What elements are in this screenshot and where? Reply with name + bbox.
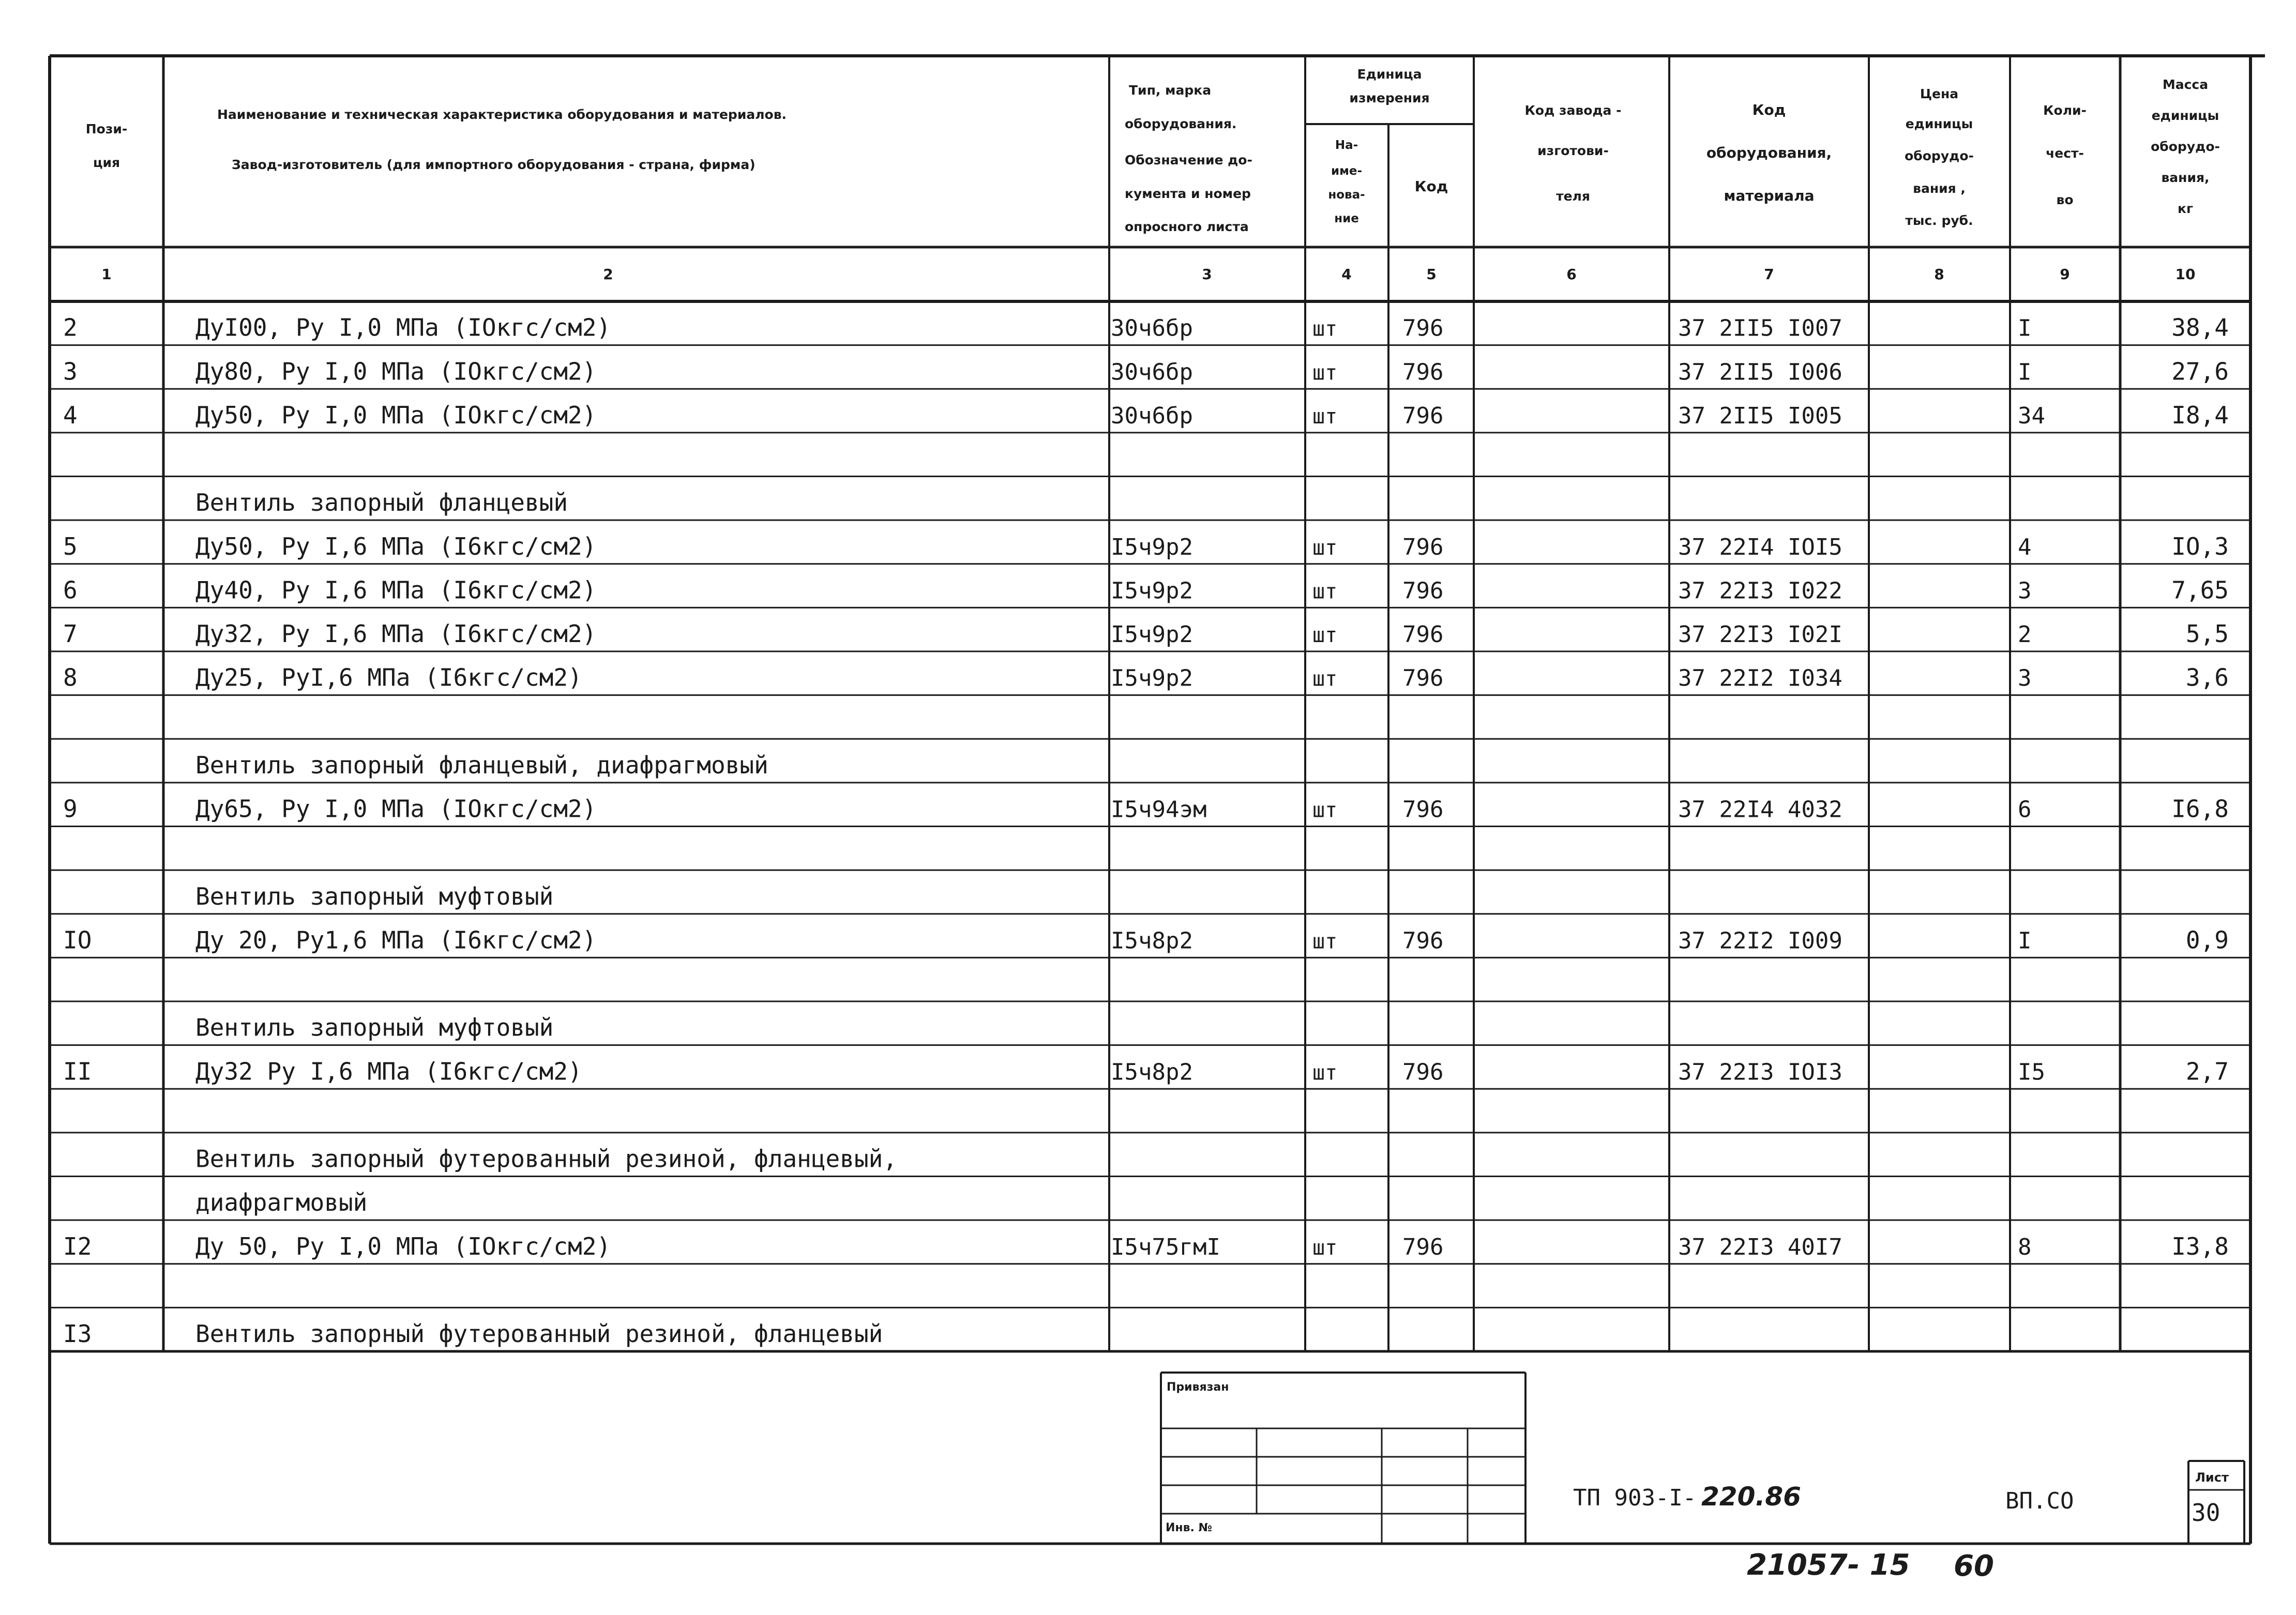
cell-position: I3 xyxy=(63,1320,92,1348)
stamp-inventory-label: Инв. № xyxy=(1166,1521,1213,1534)
cell-unit-code: 796 xyxy=(1402,577,1444,604)
column-number: 3 xyxy=(1202,266,1212,283)
archive-sheet-handwritten: 60 xyxy=(1954,1549,1994,1583)
document-code-handwritten: 220.86 xyxy=(1701,1482,1801,1512)
header-factory-code: изготови- xyxy=(1537,143,1609,158)
cell-mass: 0,9 xyxy=(2185,926,2229,954)
header-type: оборудования. xyxy=(1125,116,1237,131)
header-unit-group: измерения xyxy=(1349,90,1430,105)
cell-quantity: 3 xyxy=(2018,665,2032,692)
header-type: кумента и номер xyxy=(1125,186,1251,201)
cell-quantity: I5 xyxy=(2018,1059,2045,1086)
cell-name: Ду32 Ру I,6 МПа (I6кгс/см2) xyxy=(195,1057,582,1086)
cell-unit-code: 796 xyxy=(1402,927,1444,954)
cell-unit: шт xyxy=(1312,623,1338,647)
header-mass: оборудо- xyxy=(2151,139,2220,154)
cell-quantity: 3 xyxy=(2018,577,2032,604)
cell-mass: 5,5 xyxy=(2185,620,2229,648)
cell-unit: шт xyxy=(1312,361,1338,385)
cell-name: Вентиль запорный фланцевый, диафрагмовый xyxy=(195,751,768,779)
header-manufacturer: Завод-изготовитель (для импортного оборудования - страна, фирма) xyxy=(232,157,756,172)
cell-position: IO xyxy=(63,926,92,954)
column-number: 8 xyxy=(1934,266,1944,283)
document-code: ТП 903-I- xyxy=(1573,1485,1697,1511)
cell-unit: шт xyxy=(1312,580,1338,604)
cell-quantity: 4 xyxy=(2018,534,2032,560)
cell-position: 7 xyxy=(63,620,78,648)
cell-position: 3 xyxy=(63,357,78,386)
cell-name: Ду32, Ру I,6 МПа (I6кгс/см2) xyxy=(195,620,597,648)
header-price: единицы xyxy=(1905,116,1973,131)
header-unit-name: ние xyxy=(1334,212,1359,225)
cell-unit-code: 796 xyxy=(1402,359,1444,386)
header-price: вания , xyxy=(1913,181,1966,196)
cell-name: Ду40, Ру I,6 МПа (I6кгс/см2) xyxy=(195,576,597,604)
cell-name: ДуI00, Ру I,0 МПа (IOкгс/см2) xyxy=(195,313,611,342)
cell-position: 9 xyxy=(63,795,78,823)
cell-position: II xyxy=(63,1057,92,1086)
table-header xyxy=(86,67,2220,234)
cell-equipment-code: 37 22I2 I009 xyxy=(1678,927,1842,954)
cell-position: 8 xyxy=(63,663,78,692)
cell-equipment-code: 37 22I2 I034 xyxy=(1678,665,1842,692)
archive-number-handwritten: 21057- 15 xyxy=(1747,1548,1910,1582)
column-number: 5 xyxy=(1426,266,1437,283)
cell-name: Вентиль запорный муфтовый xyxy=(195,882,554,910)
cell-name: Вентиль запорный футерованный резиной, фланцевый xyxy=(195,1320,883,1348)
cell-unit-code: 796 xyxy=(1402,315,1444,342)
cell-mass: I6,8 xyxy=(2171,795,2229,823)
cell-quantity: I xyxy=(2018,927,2032,954)
header-mass: Масса xyxy=(2162,77,2209,92)
cell-unit: шт xyxy=(1312,317,1338,341)
cell-mass: 2,7 xyxy=(2185,1057,2229,1086)
cell-type: I5ч9р2 xyxy=(1111,577,1193,604)
cell-type: I5ч9р2 xyxy=(1111,621,1193,648)
header-unit-group: Единица xyxy=(1357,67,1422,82)
table-row xyxy=(63,357,2229,385)
title-block xyxy=(1161,1373,2244,1544)
cell-quantity: 34 xyxy=(2018,402,2045,429)
cell-name: Ду 50, Ру I,0 МПа (IOкгс/см2) xyxy=(195,1232,611,1260)
cell-name: Ду50, Ру I,0 МПа (IOкгс/см2) xyxy=(195,401,597,429)
header-name: Наименование и техническая характеристика оборудования и материалов. xyxy=(217,107,787,122)
column-number: 6 xyxy=(1566,266,1577,283)
stamp-privyazan-label: Привязан xyxy=(1167,1381,1229,1394)
cell-name: Ду80, Ру I,0 МПа (IOкгс/см2) xyxy=(195,357,597,386)
cell-name: Ду50, Ру I,6 МПа (I6кгс/см2) xyxy=(195,532,597,560)
column-number: 1 xyxy=(101,266,112,283)
cell-unit: шт xyxy=(1312,404,1338,429)
table-row xyxy=(195,751,768,779)
cell-equipment-code: 37 2II5 I006 xyxy=(1678,359,1842,386)
cell-equipment-code: 37 2II5 I007 xyxy=(1678,315,1842,342)
header-equipment-code: материала xyxy=(1724,187,1815,204)
header-mass: вания, xyxy=(2161,170,2210,185)
cell-unit-code: 796 xyxy=(1402,665,1444,692)
table-row xyxy=(63,1232,2229,1260)
table-row xyxy=(63,1320,883,1348)
table-row xyxy=(195,882,553,910)
cell-equipment-code: 37 22I3 I02I xyxy=(1678,621,1842,648)
header-factory-code: теля xyxy=(1556,189,1590,204)
cell-equipment-code: 37 22I4 4032 xyxy=(1678,796,1842,823)
cell-unit-code: 796 xyxy=(1402,402,1444,429)
column-number-row xyxy=(101,266,2195,283)
cell-unit-code: 796 xyxy=(1402,1233,1444,1260)
cell-mass: 38,4 xyxy=(2171,313,2229,342)
cell-unit-code: 796 xyxy=(1402,534,1444,560)
cell-name: Вентиль запорный футерованный резиной, фланцевый, xyxy=(195,1145,898,1173)
sheet-label: Лист xyxy=(2195,1470,2229,1485)
header-price: оборудо- xyxy=(1905,148,1974,163)
header-quantity: чест- xyxy=(2046,146,2084,161)
cell-unit: шт xyxy=(1312,1236,1338,1260)
cell-type: I5ч9р2 xyxy=(1111,665,1193,692)
cell-position: 6 xyxy=(63,576,78,604)
header-type: Обозначение до- xyxy=(1125,153,1252,167)
table-row xyxy=(63,664,2229,692)
table-row xyxy=(63,532,2229,560)
cell-mass: 27,6 xyxy=(2171,357,2229,386)
cell-type: I5ч8р2 xyxy=(1111,927,1193,954)
header-unit-name: нова- xyxy=(1328,188,1365,202)
table-row xyxy=(63,795,2229,823)
table-row xyxy=(63,620,2229,648)
cell-type: 30ч6бр xyxy=(1111,402,1193,429)
header-unit-name: На- xyxy=(1335,139,1358,152)
cell-unit: шт xyxy=(1312,930,1338,954)
cell-unit: шт xyxy=(1312,536,1338,560)
table-row xyxy=(195,1014,553,1042)
table-row xyxy=(63,401,2229,429)
column-number: 7 xyxy=(1764,266,1774,283)
cell-type: 30ч6бр xyxy=(1111,359,1193,386)
header-factory-code: Код завода - xyxy=(1524,103,1622,118)
cell-name: Ду65, Ру I,0 МПа (IOкгс/см2) xyxy=(195,795,597,823)
cell-name: Ду 20, Ру1,6 МПа (I6кгс/см2) xyxy=(195,926,597,954)
table-row xyxy=(63,314,2229,342)
cell-type: 30ч6бр xyxy=(1111,315,1193,342)
cell-name: Вентиль запорный муфтовый xyxy=(195,1013,554,1042)
cell-equipment-code: 37 2II5 I005 xyxy=(1678,402,1842,429)
cell-unit-code: 796 xyxy=(1402,621,1444,648)
header-price: тыс. руб. xyxy=(1905,213,1973,228)
table-row xyxy=(195,489,568,516)
cell-position: 2 xyxy=(63,313,78,342)
cell-quantity: 2 xyxy=(2018,621,2032,648)
cell-unit: шт xyxy=(1312,1061,1338,1085)
header-equipment-code: оборудования, xyxy=(1706,144,1832,161)
cell-mass: 7,65 xyxy=(2171,576,2229,604)
cell-unit: шт xyxy=(1312,798,1338,822)
header-price: Цена xyxy=(1920,86,1959,101)
cell-name: Ду25, РуI,6 МПа (I6кгс/см2) xyxy=(195,663,582,692)
cell-quantity: I xyxy=(2018,315,2032,342)
cell-equipment-code: 37 22I4 IOI5 xyxy=(1678,534,1842,560)
header-type: Тип, марка xyxy=(1129,83,1212,98)
cell-quantity: 6 xyxy=(2018,796,2032,823)
cell-equipment-code: 37 22I3 I022 xyxy=(1678,577,1842,604)
cell-type: I5ч8р2 xyxy=(1111,1059,1193,1086)
column-number: 4 xyxy=(1341,266,1352,283)
column-number: 2 xyxy=(603,266,613,283)
sheet-mark: ВП.СО xyxy=(2005,1488,2074,1514)
cell-equipment-code: 37 22I3 IOI3 xyxy=(1678,1059,1842,1086)
header-unit-code: Код xyxy=(1414,178,1448,195)
table-row xyxy=(195,1145,897,1173)
header-equipment-code: Код xyxy=(1752,101,1786,118)
header-position: ция xyxy=(93,155,120,170)
archive-number xyxy=(1747,1548,1994,1583)
cell-position: I2 xyxy=(63,1232,92,1260)
table-body xyxy=(63,314,2229,1348)
cell-mass: I8,4 xyxy=(2171,401,2229,429)
cell-unit-code: 796 xyxy=(1402,1059,1444,1086)
cell-type: I5ч94эм xyxy=(1111,796,1207,823)
cell-equipment-code: 37 22I3 40I7 xyxy=(1678,1233,1842,1260)
cell-type: I5ч9р2 xyxy=(1111,534,1193,560)
header-mass: кг xyxy=(2177,201,2194,216)
cell-position: 5 xyxy=(63,532,78,560)
column-number: 9 xyxy=(2060,266,2070,283)
cell-unit-code: 796 xyxy=(1402,796,1444,823)
header-mass: единицы xyxy=(2151,108,2219,123)
cell-name: Вентиль запорный фланцевый xyxy=(195,489,568,517)
table-row xyxy=(195,1189,367,1216)
table-row xyxy=(63,1057,2229,1085)
cell-mass: 3,6 xyxy=(2185,663,2229,692)
column-number: 10 xyxy=(2175,266,2196,283)
table-row xyxy=(63,926,2229,954)
header-position: Пози- xyxy=(85,121,128,136)
header-quantity: во xyxy=(2056,192,2074,207)
table-row xyxy=(63,576,2229,604)
cell-quantity: 8 xyxy=(2018,1233,2032,1260)
cell-name: диафрагмовый xyxy=(195,1189,368,1217)
header-unit-name: име- xyxy=(1331,164,1363,178)
cell-position: 4 xyxy=(63,401,78,429)
cell-type: I5ч75гмI xyxy=(1111,1233,1220,1260)
cell-mass: I3,8 xyxy=(2171,1232,2229,1260)
header-quantity: Коли- xyxy=(2043,103,2087,118)
cell-mass: IO,3 xyxy=(2171,532,2229,560)
sheet-number: 30 xyxy=(2192,1499,2221,1527)
cell-quantity: I xyxy=(2018,359,2032,386)
header-type: опросного листа xyxy=(1125,219,1249,234)
cell-unit: шт xyxy=(1312,667,1338,691)
